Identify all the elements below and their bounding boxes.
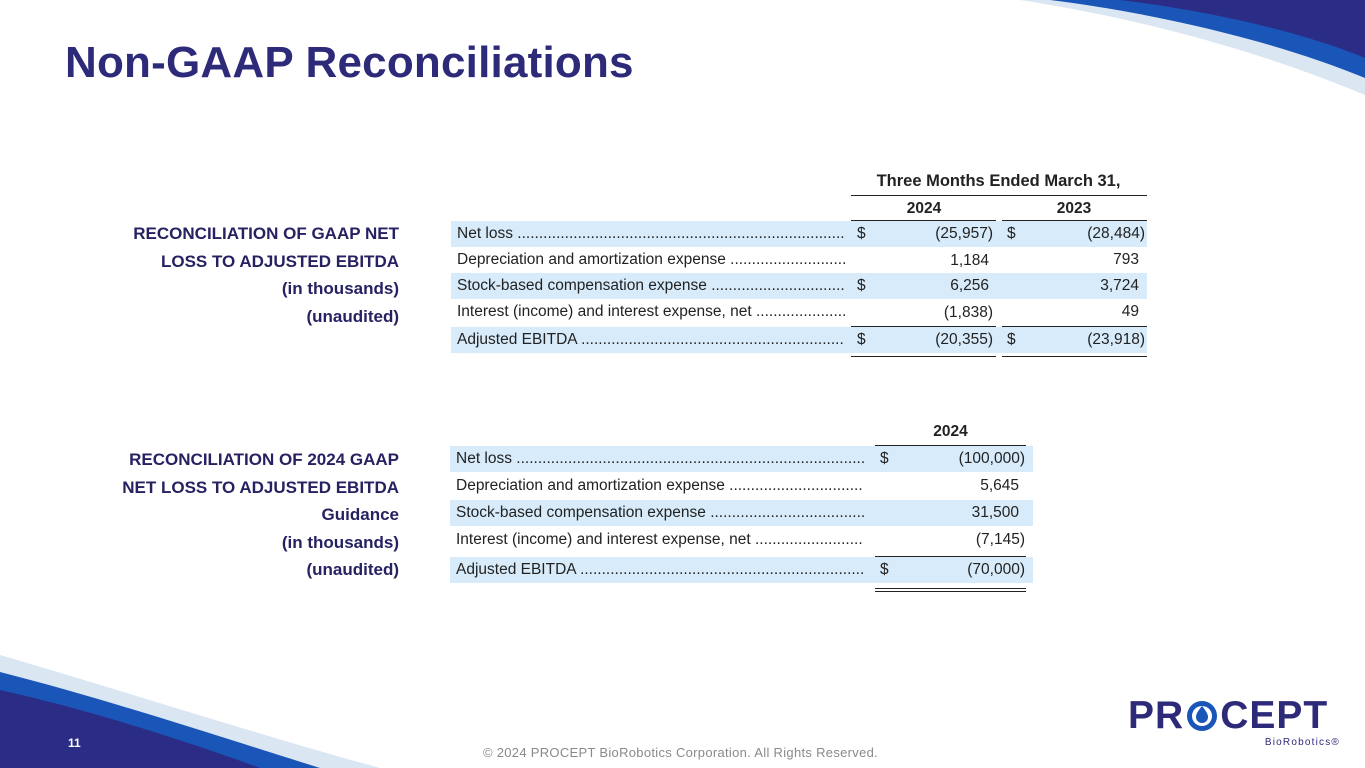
- section2-label-line: NET LOSS TO ADJUSTED EBITDA: [122, 477, 399, 497]
- row-label: Adjusted EBITDA .....: [457, 331, 845, 349]
- value-2024: (25,957): [935, 225, 993, 242]
- total-rule: [1002, 356, 1147, 357]
- logo-word-pre: PR: [1128, 694, 1185, 737]
- value-2024: 1,184: [950, 252, 989, 269]
- section1-label-line: (unaudited): [306, 306, 399, 326]
- section1-label-line: (in thousands): [281, 279, 399, 298]
- column-header-2024: 2024: [906, 200, 942, 217]
- total-double-rule: [875, 588, 1026, 589]
- logo-wordmark: [1128, 696, 1340, 736]
- value-2024: (1,838): [943, 304, 993, 321]
- column-header-2023: 2023: [1056, 200, 1092, 217]
- row-label: Interest (income) and interest expense, net .....: [457, 303, 845, 321]
- copyright-text: © 2024 PROCEPT BioRobotics Corporation. All Rights Reserved.: [482, 745, 879, 760]
- table-row: [451, 221, 1147, 247]
- currency-symbol: $: [857, 225, 866, 242]
- value-2024: 5,645: [980, 477, 1019, 494]
- logo-subtitle: BioRobotics®: [1264, 737, 1340, 748]
- table-row-total: [451, 327, 1147, 353]
- table-row: [450, 527, 1033, 553]
- value-2023: 3,724: [1100, 277, 1139, 294]
- section2-label-line: RECONCILIATION OF 2024 GAAP: [129, 450, 399, 469]
- row-label: Adjusted EBITDA .....: [456, 561, 864, 579]
- section2-label-line: (unaudited): [306, 560, 399, 579]
- section2-label-line: (in thousands): [281, 532, 399, 552]
- value-2024: (100,000): [958, 450, 1025, 467]
- row-label: Depreciation and amortization expense .....: [456, 477, 864, 495]
- section2-label-line: Guidance: [321, 505, 399, 524]
- total-rule: [851, 356, 996, 357]
- value-2024: 31,500: [971, 504, 1019, 521]
- header-rule: [851, 195, 1147, 196]
- currency-symbol: $: [1007, 331, 1016, 348]
- value-2023: 49: [1121, 303, 1139, 320]
- page-title: Non-GAAP Reconciliations: [65, 38, 634, 87]
- section1-label: [133, 220, 399, 330]
- row-label: Net loss .....: [456, 450, 864, 468]
- row-label: Interest (income) and interest expense, net .....: [456, 531, 864, 549]
- value-2024: (70,000): [967, 561, 1025, 578]
- row-label: Depreciation and amortization expense .....: [457, 251, 845, 269]
- table-row-total: [450, 557, 1033, 583]
- quarterly-reconciliation-table: [451, 166, 1151, 366]
- value-2024: (20,355): [935, 331, 993, 348]
- total-double-rule: [875, 591, 1026, 592]
- row-label: Net loss .....: [457, 225, 845, 243]
- table-row: [451, 299, 1147, 325]
- value-2023: 793: [1113, 251, 1139, 268]
- currency-symbol: $: [857, 277, 866, 294]
- value-2024: (7,145): [975, 531, 1025, 548]
- row-label: Stock-based compensation expense .....: [456, 504, 864, 522]
- section1-label-line: RECONCILIATION OF GAAP NET: [133, 224, 399, 243]
- currency-symbol: $: [857, 331, 866, 348]
- guidance-reconciliation-table: [450, 420, 1040, 600]
- section2-label: [122, 446, 399, 584]
- table-row: [450, 473, 1033, 499]
- value-2024: 6,256: [950, 277, 989, 294]
- value-2023: (28,484): [1087, 225, 1145, 242]
- currency-symbol: $: [1007, 225, 1016, 242]
- logo-word-post: CEPT: [1220, 694, 1329, 737]
- column-header-2024: 2024: [933, 423, 968, 440]
- section1-label-line: LOSS TO ADJUSTED EBITDA: [160, 251, 399, 271]
- logo-drop-icon: [1185, 699, 1219, 733]
- procept-logo: [1128, 696, 1340, 748]
- table-row: [451, 273, 1147, 299]
- row-label: Stock-based compensation expense .....: [457, 277, 845, 295]
- value-2023: (23,918): [1087, 331, 1145, 348]
- page-number: 11: [68, 736, 81, 750]
- currency-symbol: $: [880, 450, 889, 467]
- table-row: [451, 247, 1147, 273]
- table-row: [450, 500, 1033, 526]
- period-header: Three Months Ended March 31,: [876, 172, 1121, 190]
- currency-symbol: $: [880, 561, 889, 578]
- table-row: [450, 446, 1033, 472]
